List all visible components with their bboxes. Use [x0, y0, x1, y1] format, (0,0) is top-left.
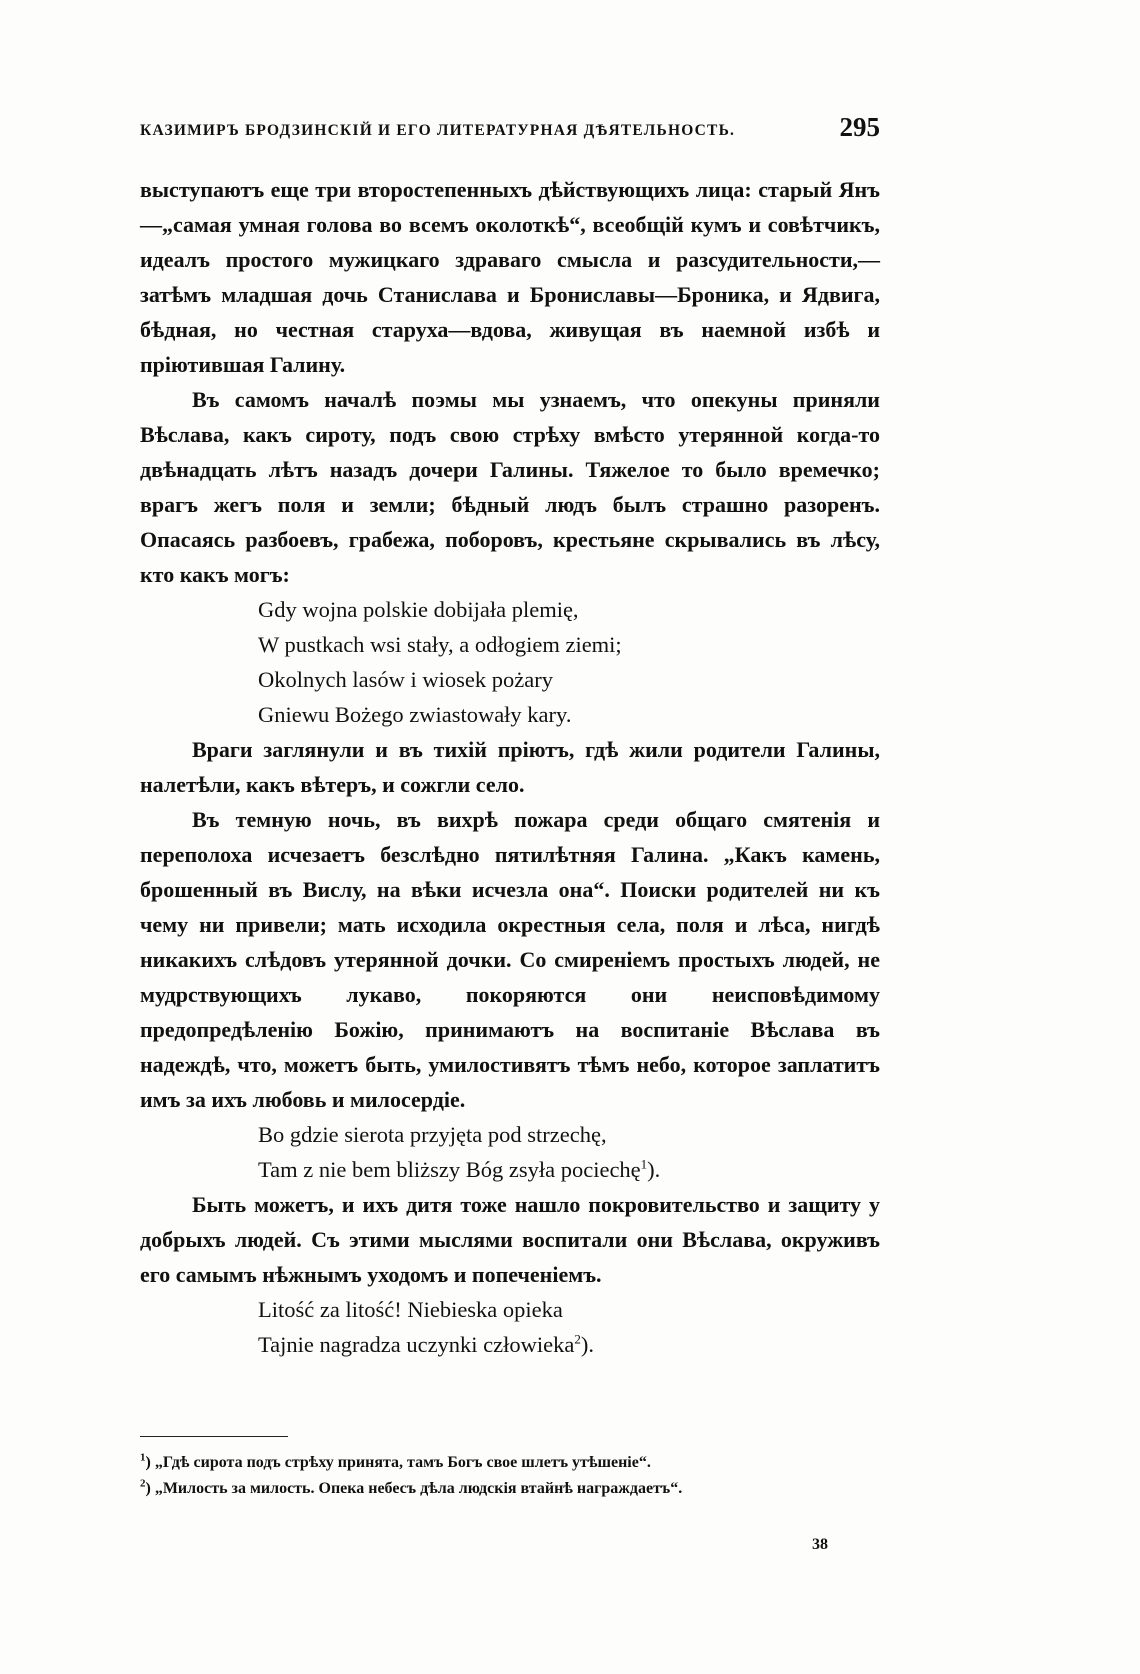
verse-line-text: Tam z nie bem bliższy Bóg zsyła pociechę: [258, 1157, 641, 1182]
verse-line: Okolnych lasów i wiosek pożary: [258, 667, 553, 692]
verse-line: Gniewu Bożego zwiastowały kary.: [258, 702, 572, 727]
footnote-mark: 1: [140, 1451, 146, 1464]
footnote-1: [140, 1450, 880, 1476]
verse-block-1: [258, 592, 880, 732]
footnote-divider: [140, 1436, 288, 1437]
paragraph-2: Въ самомъ началѣ поэмы мы узнаемъ, что опекуны приняли Вѣслава, какъ сироту, подъ свою стрѣху вмѣсто утерянной когда-то двѣнадцать лѣтъ назадъ дочери Галины. Тяжелое то было времечко; врагъ жегъ поля и земли; бѣдный людъ былъ страшно разоренъ. Опасаясь разбоевъ, грабежа, поборовъ, крестьяне скрывались въ лѣсу, кто какъ могъ:: [140, 387, 880, 587]
paragraph-5: Быть можетъ, и ихъ дитя тоже нашло покровительство и защиту у добрыхъ людей. Съ этими мыслями воспитали они Вѣслава, окруживъ его самымъ нѣжнымъ уходомъ и попеченіемъ.: [140, 1192, 880, 1287]
verse-block-3: [258, 1292, 880, 1362]
paragraph-3: Враги заглянули и въ тихій пріютъ, гдѣ жили родители Галины, налетѣли, какъ вѣтеръ, и сожгли село.: [140, 737, 880, 797]
sheet-signature: 38: [812, 1536, 828, 1553]
verse-line-text: Tajnie nagradza uczynki człowieka: [258, 1332, 575, 1357]
footnote-text: ) „Гдѣ сирота подъ стрѣху принята, тамъ Богъ свое шлетъ утѣшеніе“.: [145, 1454, 651, 1471]
verse-line: W pustkach wsi stały, a odłogiem ziemi;: [258, 632, 622, 657]
verse-line: [258, 1327, 880, 1362]
footnote-mark: 2: [140, 1477, 146, 1490]
verse-line: Litość za litość! Niebieska opieka: [258, 1297, 563, 1322]
page-number: 295: [839, 112, 880, 142]
verse-line: Bo gdzie sierota przyjęta pod strzechę,: [258, 1122, 607, 1147]
paragraph-1: выступаютъ еще три второстепенныхъ дѣйствующихъ лица: старый Янъ—„самая умная голова во всемъ околоткѣ“, всеобщій кумъ и совѣтчикъ, идеалъ простого мужицкаго здраваго смысла и разсудительности,—затѣмъ младшая дочь Станислава и Брониславы—Броника, и Ядвига, бѣдная, но честная старуха—вдова, живущая въ наемной избѣ и пріютившая Галину.: [140, 177, 880, 377]
paragraph-4: Въ темную ночь, въ вихрѣ пожара среди общаго смятенія и переполоха исчезаетъ безслѣдно пятилѣтняя Галина. „Какъ камень, брошенный въ Вислу, на вѣки исчезла она“. Поиски родителей ни къ чему ни привели; мать исходила окрестныя села, поля и лѣса, нигдѣ никакихъ слѣдовъ утерянной дочки. Со смиреніемъ простыхъ людей, не мудрствующихъ лукаво, покоряются они неисповѣдимому предопредѣленію Божію, принимаютъ на воспитаніе Вѣслава въ надеждѣ, что, можетъ быть, умилостивятъ тѣмъ небо, которое заплатитъ имъ за ихъ любовь и милосердіе.: [140, 807, 880, 1112]
footnotes: [140, 1450, 880, 1502]
running-title: КАЗИМИРЪ БРОДЗИНСКІЙ И ЕГО ЛИТЕРАТУРНАЯ ДѢЯТЕЛЬНОСТЬ.: [140, 122, 736, 139]
verse-block-2: [258, 1117, 880, 1187]
footnote-text: ) „Милость за милость. Опека небесъ дѣла людскія втайнѣ награждаетъ“.: [145, 1480, 683, 1497]
main-text: [140, 172, 880, 1362]
footnote-ref: 2: [574, 1331, 581, 1347]
verse-line: [258, 1152, 880, 1187]
footnote-ref: 1: [640, 1156, 648, 1172]
verse-line: Gdy wojna polskie dobijała plemię,: [258, 597, 579, 622]
verse-line-tail: ).: [580, 1332, 595, 1357]
running-header: [140, 112, 880, 152]
footnote-2: [140, 1476, 880, 1502]
verse-line-tail: ).: [647, 1157, 661, 1182]
